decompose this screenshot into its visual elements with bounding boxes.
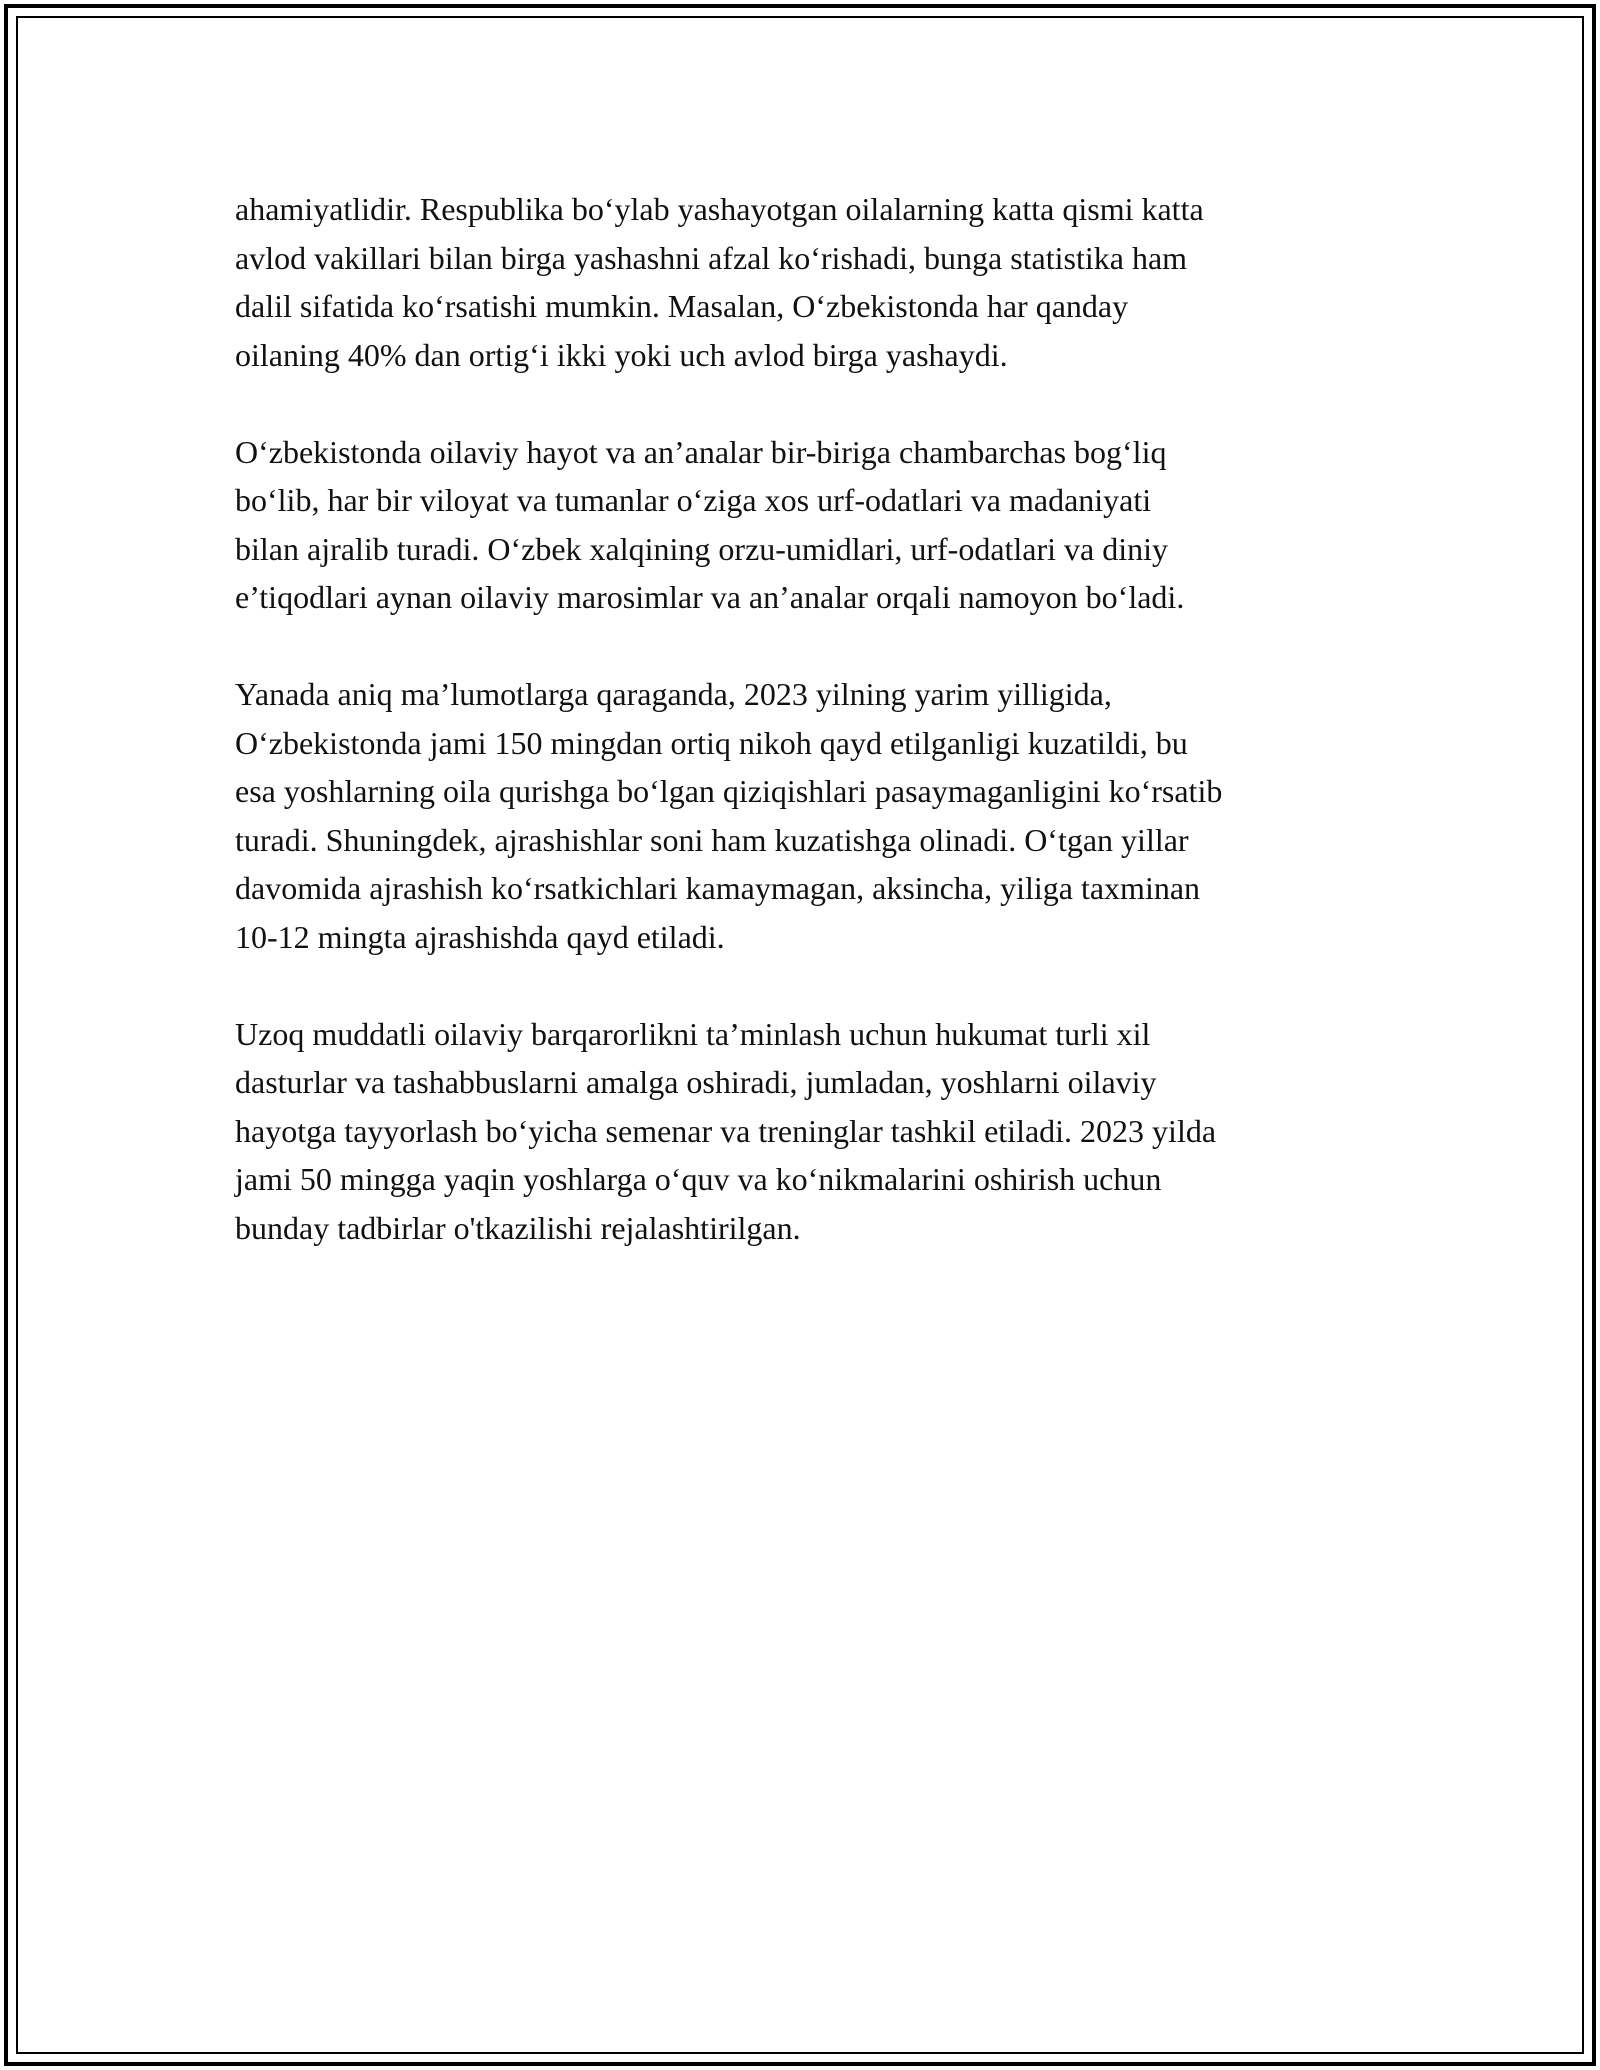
paragraph-4: Uzoq muddatli oilaviy barqarorlikni ta’minlash uchun hukumat turli xil dasturlar va tashabbuslarni amalga oshiradi, jumladan, yoshlarni oilaviy hayotga tayyorlash boʻyicha semenar va treninglar tashkil etiladi. 2023 yilda jami 50 mingga yaqin yoshlarga oʻquv va koʻnikmalarini oshirish uchun bunday tadbirlar o'tkazilishi rejalashtirilgan. (235, 1015, 1217, 1246)
paragraph-3: Yanada aniq ma’lumotlarga qaraganda, 2023 yilning yarim yilligida, Oʻzbekistonda jami 150 mingdan ortiq nikoh qayd etilganligi kuzatildi, bu esa yoshlarning oila qurishga boʻlgan qiziqishlari pasaymaganligini koʻrsatib turadi. Shuningdek, ajrashishlar soni ham kuzatishga olinadi. Oʻtgan yillar davomida ajrashish koʻrsatkichlari kamaymagan, aksincha, yiliga taxminan 10-12 mingta ajrashishda qayd etiladi. (235, 676, 1223, 955)
paragraph-2: Oʻzbekistonda oilaviy hayot va an’analar bir-biriga chambarchas bogʻliq boʻlib, har bir viloyat va tumanlar oʻziga xos urf-odatlari va madaniyati bilan ajralib turadi. Oʻzbek xalqining orzu-umidlari, urf-odatlari va diniy e’tiqodlari aynan oilaviy marosimlar va an’analar orqali namoyon boʻladi. (235, 433, 1185, 615)
paragraph-1: ahamiyatlidir. Respublika boʻylab yashayotgan oilalarning katta qismi katta avlod vakillari bilan birga yashashni afzal koʻrishadi, bunga statistika ham dalil sifatida koʻrsatishi mumkin. Masalan, Oʻzbekistonda har qanday oilaning 40% dan ortigʻi ikki yoki uch avlod birga yashaydi. (235, 191, 1204, 373)
document-body (235, 185, 1375, 1301)
